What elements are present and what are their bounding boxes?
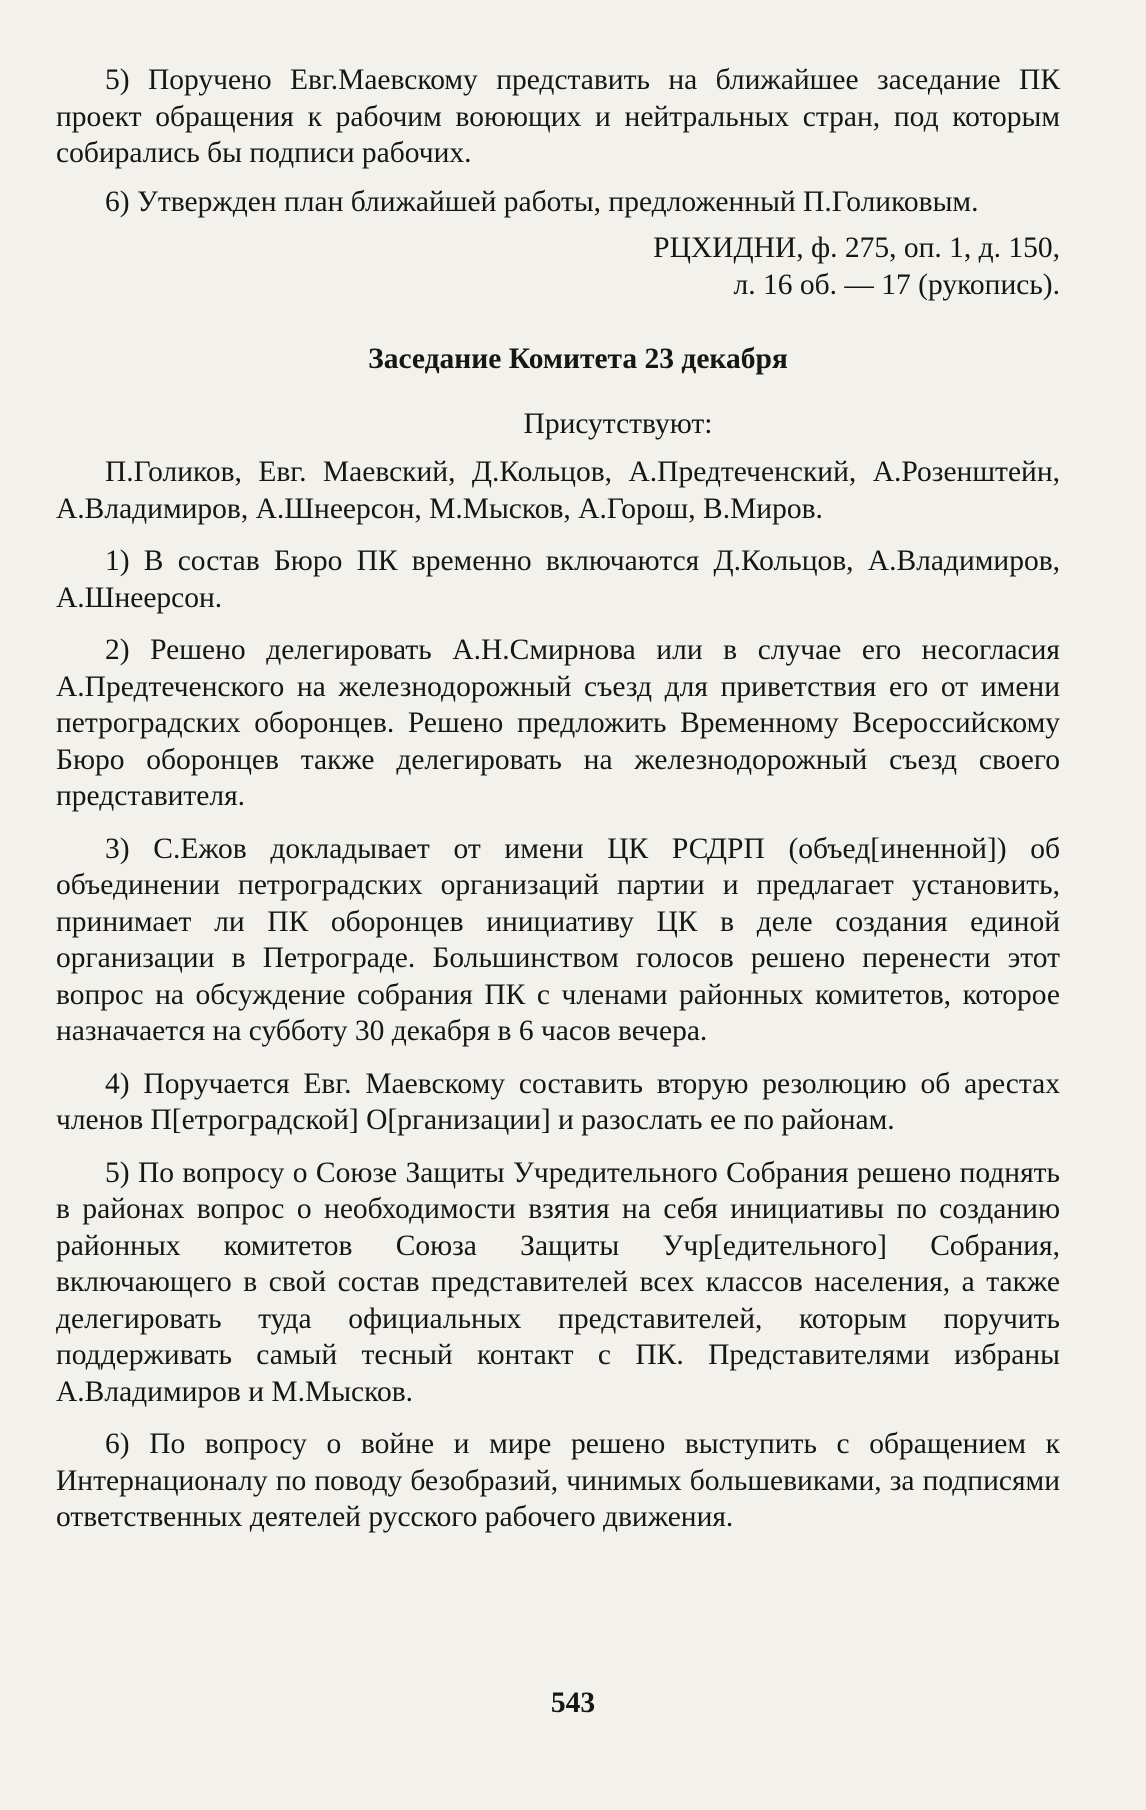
archive-source-line-2: л. 16 об. — 17 (рукопись). xyxy=(733,268,1060,301)
archive-source xyxy=(56,230,1060,303)
page-number: 543 xyxy=(550,1687,596,1719)
agenda-item-4: 4) Поручается Евг. Маевскому составить вторую резолюцию об арестах членов П[етроградской] О[рганизации] и разослать ее по районам. xyxy=(56,1067,1060,1136)
agenda-item-2: 2) Решено делегировать А.Н.Смирнова или в случае его несогласия А.Предтеченского на железнодорожный съезд для приветствия его от имени петроградских оборонцев. Решено предложить Временному Всероссийскому Бюро оборонцев также делегировать на железнодорожный съезд своего представителя. xyxy=(56,634,1060,812)
document-page xyxy=(56,62,1060,1536)
paragraph-item-5: 5) Поручено Евг.Маевскому представить на ближайшее заседание ПК проект обращения к рабочим воюющих и нейтральных стран, под которым собирались бы подписи рабочих. xyxy=(56,64,1060,169)
meeting-heading: Заседание Комитета 23 декабря xyxy=(368,343,788,375)
attendees-list: П.Голиков, Евг. Маевский, Д.Кольцов, А.Предтеченский, А.Розенштейн, А.Владимиров, А.Шнеерсон, М.Мысков, А.Горош, В.Миров. xyxy=(56,456,1060,525)
agenda-item-5: 5) По вопросу о Союзе Защиты Учредительного Собрания решено поднять в районах вопрос о необходимости взятия на себя инициативы по созданию районных комитетов Союза Защиты Учр[едительного] Собрания, включающего в свой состав представителей всех классов населения, а также делегировать туда официальных представителей, которым поручить поддерживать самый тесный контакт с ПК. Представителями избраны А.Владимиров и М.Мысков. xyxy=(56,1156,1060,1408)
agenda-item-6: 6) По вопросу о войне и мире решено выступить с обращением к Интернационалу по поводу безобразий, чинимых большевиками, за подписями ответственных деятелей русского рабочего движения. xyxy=(56,1428,1060,1533)
paragraph-item-6: 6) Утвержден план ближайшей работы, предложенный П.Голиковым. xyxy=(105,185,979,218)
agenda-item-3: 3) С.Ежов докладывает от имени ЦК РСДРП (объед[иненной]) об объединении петроградских организаций партии и предлагает установить, принимает ли ПК оборонцев инициативу ЦК в деле создания единой организации в Петрограде. Большинством голосов решено перенести этот вопрос на обсуждение собрания ПК с членами районных комитетов, которое назначается на субботу 30 декабря в 6 часов вечера. xyxy=(56,832,1060,1047)
attendees-title: Присутствуют: xyxy=(523,407,713,440)
archive-source-line-1: РЦХИДНИ, ф. 275, оп. 1, д. 150, xyxy=(653,232,1060,264)
agenda-item-1: 1) В состав Бюро ПК временно включаются Д.Кольцов, А.Владимиров, А.Шнеерсон. xyxy=(56,545,1060,614)
